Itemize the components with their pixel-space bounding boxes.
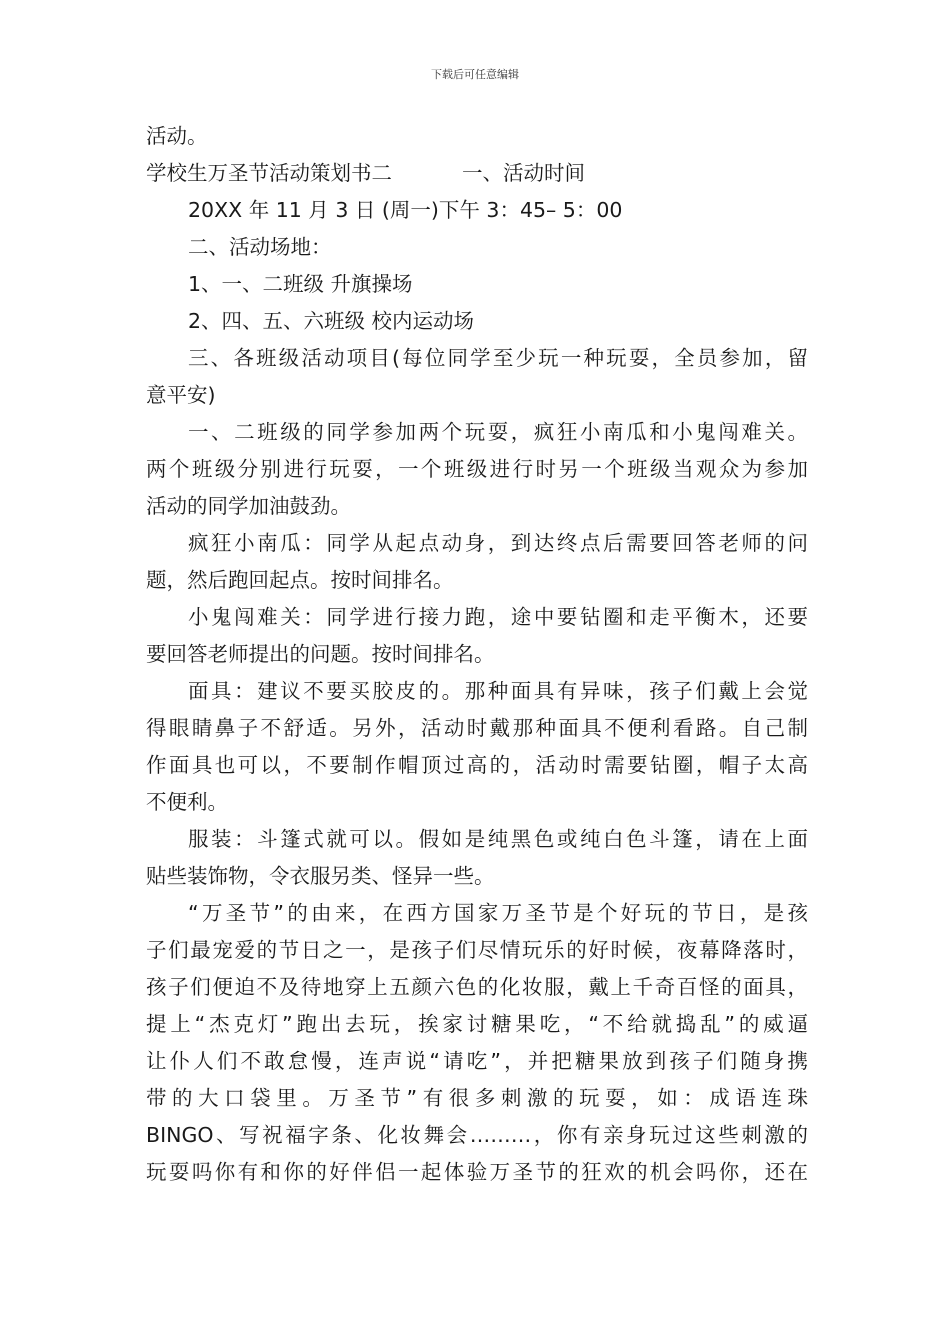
paragraph-line: 服装：斗篷式就可以。假如是纯黑色或纯白色斗篷，请在上面 bbox=[188, 827, 808, 851]
paragraph-line: 一、二班级的同学参加两个玩耍，疯狂小南瓜和小鬼闯难关。 bbox=[188, 420, 808, 444]
paragraph-line: 疯狂小南瓜：同学从起点动身，到达终点后需要回答老师的问 bbox=[188, 531, 808, 555]
paragraph-line: 得眼睛鼻子不舒适。另外，活动时戴那种面具不便利看路。自己制 bbox=[146, 716, 808, 740]
paragraph-line: 作面具也可以，不要制作帽顶过高的，活动时需要钻圈，帽子太高 bbox=[146, 753, 808, 777]
paragraph-line: 三、各班级活动项目(每位同学至少玩一种玩耍，全员参加，留 bbox=[188, 346, 808, 370]
paragraph-line: 2、四、五、六班级 校内运动场 bbox=[188, 309, 475, 333]
paragraph-line: 孩子们便迫不及待地穿上五颜六色的化妆服，戴上千奇百怪的面具， bbox=[146, 975, 808, 999]
paragraph-line: 子们最宠爱的节日之一，是孩子们尽情玩乐的好时候，夜幕降落时， bbox=[146, 938, 808, 962]
paragraph-line: 小鬼闯难关：同学进行接力跑，途中要钻圈和走平衡木，还要 bbox=[188, 605, 808, 629]
page-header: 下载后可任意编辑 bbox=[431, 68, 519, 81]
paragraph-line: 活动的同学加油鼓劲。 bbox=[146, 494, 351, 518]
paragraph-line: 带的大口袋里。万圣节”有很多刺激的玩耍，如：成语连珠 bbox=[146, 1086, 808, 1110]
paragraph-line: 提上“杰克灯”跑出去玩，挨家讨糖果吃，“不给就捣乱”的威逼 bbox=[146, 1012, 808, 1036]
paragraph-line: 活动。 bbox=[146, 124, 208, 148]
document-body bbox=[146, 118, 808, 1191]
paragraph-line: 面具：建议不要买胶皮的。那种面具有异味，孩子们戴上会觉 bbox=[188, 679, 808, 703]
paragraph-line: 二、活动场地： bbox=[188, 235, 332, 259]
paragraph-line: 不便利。 bbox=[146, 790, 228, 814]
paragraph-line: 贴些装饰物，令衣服另类、怪异一些。 bbox=[146, 864, 495, 888]
paragraph-line: 让仆人们不敢怠慢，连声说“请吃”，并把糖果放到孩子们随身携 bbox=[146, 1049, 808, 1073]
paragraph-line: 玩耍吗你有和你的好伴侣一起体验万圣节的狂欢的机会吗你，还在 bbox=[146, 1160, 808, 1184]
paragraph-line: 题，然后跑回起点。按时间排名。 bbox=[146, 568, 454, 592]
section-title: 学校生万圣节活动策划书二 bbox=[146, 161, 392, 185]
paragraph-line: 意平安) bbox=[146, 383, 216, 407]
paragraph-line: 两个班级分别进行玩耍，一个班级进行时另一个班级当观众为参加 bbox=[146, 457, 808, 481]
paragraph-line bbox=[146, 155, 808, 192]
section-heading: 一、活动时间 bbox=[462, 161, 585, 185]
paragraph-line: 要回答老师提出的问题。按时间排名。 bbox=[146, 642, 495, 666]
paragraph-line: 20XX 年 11 月 3 日 (周一)下午 3：45– 5：00 bbox=[188, 198, 623, 222]
paragraph-line: BINGO、写祝福字条、化妆舞会………，你有亲身玩过这些刺激的 bbox=[146, 1123, 808, 1147]
paragraph-line: “万圣节”的由来，在西方国家万圣节是个好玩的节日，是孩 bbox=[188, 901, 808, 925]
paragraph-line: 1、一、二班级 升旗操场 bbox=[188, 272, 413, 296]
